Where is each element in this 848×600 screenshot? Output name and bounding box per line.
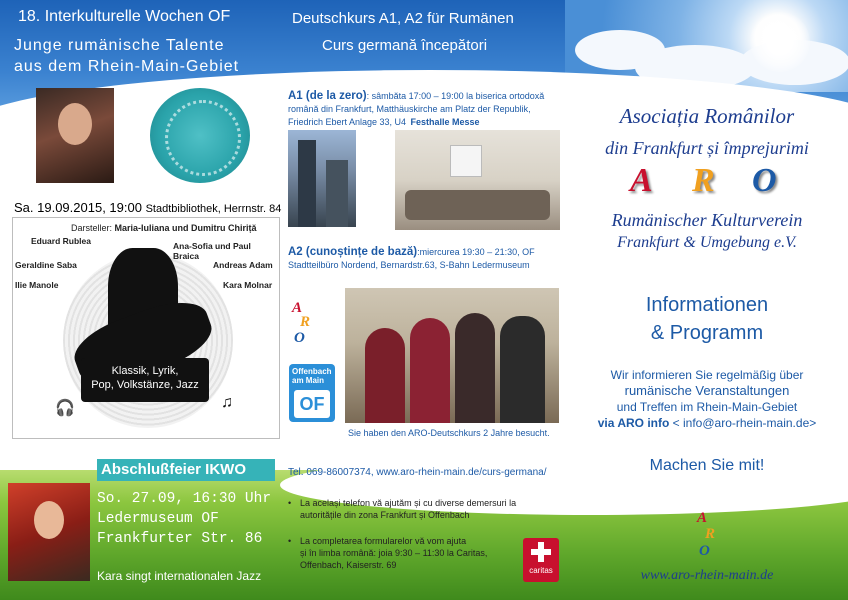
caritas-cross-icon xyxy=(531,542,551,562)
aro-letter: A xyxy=(697,510,708,526)
closing-event-date: So. 27.09, 16:30 Uhr xyxy=(97,491,272,507)
offenbach-text xyxy=(292,367,332,385)
info-paragraph xyxy=(566,367,848,431)
closing-event-address: Frankfurter Str. 86 xyxy=(97,531,263,547)
a1-text-station: Festhalle Messe xyxy=(410,117,480,127)
headphones-icon: 🎧 xyxy=(55,400,75,417)
performers-main: Maria-Iuliana und Dumitru Chiriță xyxy=(114,223,257,233)
verein-name: Rumänischer Kulturverein xyxy=(611,210,803,230)
website-link[interactable]: www.aro-rhein-main.de xyxy=(640,568,774,583)
email-link[interactable]: < info@aro-rhein-main.de> xyxy=(672,416,817,430)
performer-name: Ilie Manole xyxy=(15,280,59,290)
association-name-ro: Asociația Românilor xyxy=(619,104,795,128)
closing-event-venue: Ledermuseum OF xyxy=(97,511,219,527)
offenbach-line: Offenbach xyxy=(292,367,332,376)
a1-title: A1 (de la zero) xyxy=(288,90,367,102)
performers-line xyxy=(71,223,257,233)
intercultural-logo xyxy=(150,88,250,183)
event-venue: Stadtbibliothek, Herrnstr. 84 xyxy=(145,203,282,215)
caritas-text: caritas xyxy=(529,566,553,575)
performer-name: Kara Molnar xyxy=(223,280,273,290)
bullet-dot: • xyxy=(288,498,292,508)
performer-name: Ana-Sofia und Paul Braica xyxy=(173,241,251,261)
bullet-text: autoritățile din zona Frankfurt și Offenbach xyxy=(300,510,470,520)
closing-event-banner: Abschlußfeier IKWO xyxy=(97,459,275,481)
aro-letter: O xyxy=(752,162,777,199)
portrait-photo xyxy=(36,88,114,183)
info-line: via ARO info xyxy=(597,416,670,430)
a2-info xyxy=(288,245,558,271)
bullet-text: La același telefon vă ajutăm și cu diverse demersuri la xyxy=(300,498,517,508)
a1-info xyxy=(288,89,563,128)
of-mark: OF xyxy=(294,390,330,418)
performers-box xyxy=(12,217,280,439)
info-subheading: & Programm xyxy=(650,322,764,344)
event-title: 18. Interkulturelle Wochen OF xyxy=(18,8,231,25)
bullet-text: și în limba română: joia 9:30 – 11:30 la Caritas, xyxy=(300,548,488,558)
info-heading: Informationen xyxy=(645,294,769,316)
bullet-list xyxy=(288,497,528,571)
a2-text: :miercurea 19:30 – 21:30, OF xyxy=(417,247,535,257)
verein-location: Frankfurt & Umgebung e.V. xyxy=(617,234,797,251)
a1-text: : sâmbăta 17:00 – 19:00 la biserica ortodoxă xyxy=(366,91,545,101)
closing-event-note: Kara singt internationalen Jazz xyxy=(97,569,262,583)
singer-photo xyxy=(8,483,90,581)
performer-name: Andreas Adam xyxy=(213,260,273,270)
closing-event-details xyxy=(97,489,271,549)
event-subtitle-2: aus dem Rhein-Main-Gebiet xyxy=(14,58,240,75)
performer-name: Eduard Rublea xyxy=(31,236,91,246)
aro-logo-small xyxy=(290,300,320,355)
aro-logo-large xyxy=(630,162,790,206)
group-photo xyxy=(345,288,559,423)
course-title: Deutschkurs A1, A2 für Rumänen xyxy=(292,10,514,27)
offenbach-logo xyxy=(289,364,335,422)
call-to-action: Machen Sie mit! xyxy=(649,457,765,474)
aro-letter: A xyxy=(292,300,303,316)
event-subtitle-1: Junge rumänische Talente xyxy=(14,37,225,54)
bullet-item xyxy=(288,535,528,571)
event-date-line xyxy=(14,200,281,215)
photo-caption: Sie haben den ARO-Deutschkurs 2 Jahre besucht. xyxy=(348,428,550,438)
aro-letter: O xyxy=(699,543,710,559)
info-line: und Treffen im Rhein-Main-Gebiet xyxy=(616,400,798,414)
a2-text: Stadtteilbüro Nordend, Bernardstr.63, S-Bahn Ledermuseum xyxy=(288,260,530,270)
aro-letter: R xyxy=(692,162,715,199)
info-line: rumänische Veranstaltungen xyxy=(624,383,790,398)
course-subtitle: Curs germană începători xyxy=(322,37,488,54)
genres-line-2: Pop, Volkstänze, Jazz xyxy=(91,379,199,391)
info-line: Wir informieren Sie regelmäßig über xyxy=(610,368,804,382)
performers-label: Darsteller: xyxy=(71,223,113,233)
a1-text: română din Frankfurt, Matthäuskirche am Platz der Republik, xyxy=(288,104,531,114)
aro-letter: R xyxy=(705,526,716,542)
aro-letter: A xyxy=(630,162,653,199)
offenbach-line: am Main xyxy=(292,376,325,385)
classroom-photo xyxy=(395,130,560,230)
bullet-text: Offenbach, Kaiserstr. 69 xyxy=(300,560,397,570)
aro-letter: R xyxy=(300,314,311,330)
genres-badge xyxy=(81,358,209,402)
a2-title: A2 (cunoștințe de bază) xyxy=(288,246,418,258)
bullet-dot: • xyxy=(288,536,292,546)
aro-letter: O xyxy=(294,330,305,346)
phone-line: Tel. 069-86007374, www.aro-rhein-main.de/curs-germana/ xyxy=(288,467,547,478)
caritas-logo xyxy=(523,538,559,582)
music-note-icon: ♫ xyxy=(221,394,233,411)
performer-name: Geraldine Saba xyxy=(15,260,77,270)
frankfurt-skyline-photo xyxy=(288,130,356,227)
a1-text: Friedrich Ebert Anlage 33, U4 xyxy=(288,117,407,127)
aro-logo-footer xyxy=(695,510,725,568)
event-date: Sa. 19.09.2015, 19:00 xyxy=(14,200,142,215)
bullet-item xyxy=(288,497,528,521)
genres-line-1: Klassik, Lyrik, xyxy=(111,365,179,377)
association-location-ro: din Frankfurt și împrejurimi xyxy=(605,138,809,158)
bullet-text: La completarea formularelor vă vom ajuta xyxy=(300,536,467,546)
